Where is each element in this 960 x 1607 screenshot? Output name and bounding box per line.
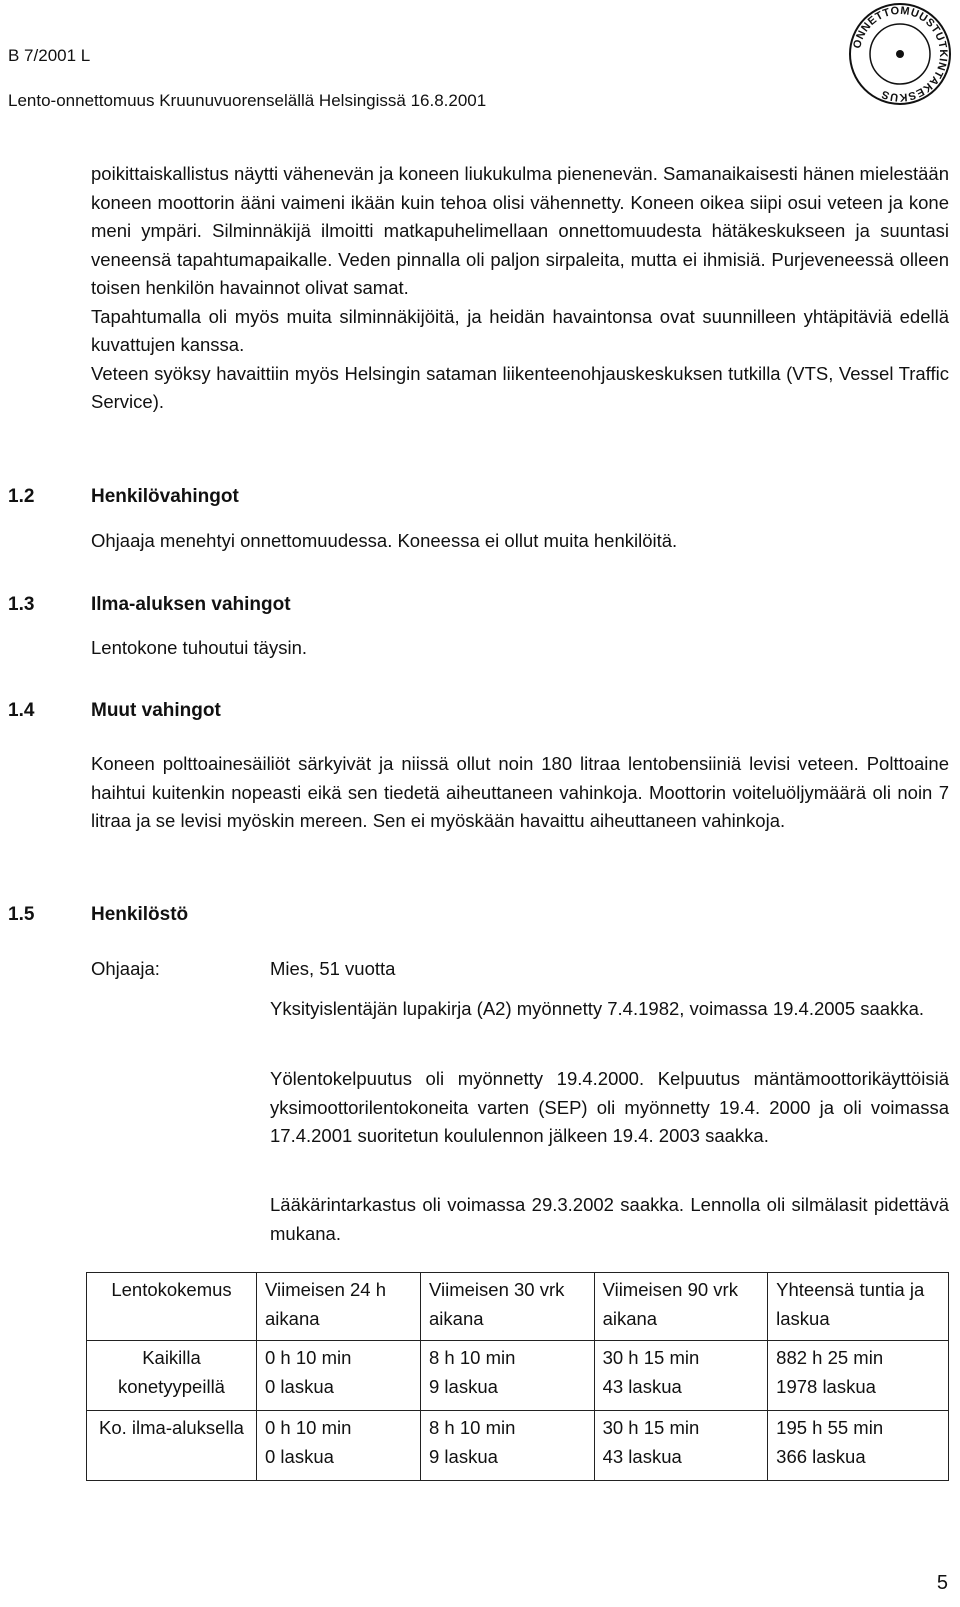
table-row (87, 1341, 949, 1411)
table-cell: 0 h 10 min 0 laskua (257, 1341, 421, 1411)
agency-seal-logo (848, 2, 952, 106)
row-label: Kaikilla konetyypeillä (87, 1341, 257, 1411)
table-cell: 30 h 15 min 43 laskua (594, 1341, 768, 1411)
intro-paragraph-3: Veteen syöksy havaittiin myös Helsingin sataman liikenteenohjauskeskuksen tutkilla (VTS, Vessel Traffic Service). (91, 362, 949, 412)
table-header-row (87, 1273, 949, 1341)
section-1-2-number: 1.2 (8, 486, 35, 507)
table-cell: 195 h 55 min 366 laskua (768, 1411, 949, 1481)
header-experience: Lentokokemus (87, 1273, 257, 1341)
table-cell: 882 h 25 min 1978 laskua (768, 1341, 949, 1411)
section-1-3-title: Ilma-aluksen vahingot (91, 594, 291, 615)
page-number: 5 (936, 1572, 948, 1594)
section-1-5-title: Henkilöstö (91, 904, 189, 925)
pilot-ratings: Yölentokelpuutus oli myönnetty 19.4.2000. Kelpuutus mäntämoottorikäyttöisiä yksimoottorilentokoneita varten (SEP) oli myönnetty 19.4. 2000 ja oli voimassa 17.4.2001 suoritetun koululennon jälkeen 19.4. 2003 saakka. (270, 1068, 949, 1146)
pilot-age: Mies, 51 vuotta (270, 958, 396, 979)
header-90d: Viimeisen 90 vrk aikana (594, 1273, 768, 1341)
section-1-2-title: Henkilövahingot (91, 486, 239, 507)
intro-text (91, 160, 949, 417)
row-label: Ko. ilma-aluksella (87, 1411, 257, 1481)
section-1-4-number: 1.4 (8, 700, 35, 721)
flight-experience-table (86, 1272, 949, 1481)
intro-paragraph-2: Tapahtumalla oli myös muita silminnäkijöitä, ja heidän havaintonsa ovat suunnilleen yhtäpitäviä edellä kuvattujen kanssa. (91, 305, 949, 355)
table-cell: 30 h 15 min 43 laskua (594, 1411, 768, 1481)
section-1-3-text: Lentokone tuhoutui täysin. (91, 637, 307, 658)
section-1-4-title: Muut vahingot (91, 700, 221, 721)
document-id: B 7/2001 L (8, 46, 91, 65)
pilot-label: Ohjaaja: (91, 958, 160, 979)
section-1-4-text: Koneen polttoainesäiliöt särkyivät ja niissä ollut noin 180 litraa lentobensiiniä levisi veteen. Polttoaine haihtui kuitenkin nopeasti eikä sen tiedetä aiheuttaneen vahinkoja. Moottorin voiteluöljymäärä oli noin 7 litraa ja se levisi myöskin mereen. Sen ei myöskään havaittu aiheuttaneen vahinkoja. (91, 753, 949, 831)
section-1-2-text: Ohjaaja menehtyi onnettomuudessa. Koneessa ei ollut muita henkilöitä. (91, 530, 678, 551)
header-24h: Viimeisen 24 h aikana (257, 1273, 421, 1341)
section-1-3-number: 1.3 (8, 594, 35, 615)
header-30d: Viimeisen 30 vrk aikana (421, 1273, 595, 1341)
svg-text:ONNETTOMUUSTUTKINTAKESKUS: ONNETTOMUUSTUTKINTAKESKUS (851, 4, 950, 104)
table-cell: 0 h 10 min 0 laskua (257, 1411, 421, 1481)
table-cell: 8 h 10 min 9 laskua (421, 1411, 595, 1481)
header-total: Yhteensä tuntia ja laskua (768, 1273, 949, 1341)
intro-paragraph-1: poikittaiskallistus näytti vähenevän ja koneen liukukulma pienenevän. Samanaikaisesti hänen mielestään koneen moottorin ääni vaimeni ikään kuin tehoa olisi vähennetty. Koneen oikea siipi osui veteen ja kone meni ympäri. Silminnäkijä ilmoitti matkapuhelimellaan onnettomuudesta hätäkeskukseen ja suuntasi veneensä tapahtumapaikalle. Veden pinnalla oli paljon sirpaleita, mutta ei ihmisiä. Purjeveneessä olleen toisen henkilön havainnot olivat samat. (91, 163, 949, 298)
table-cell: 8 h 10 min 9 laskua (421, 1341, 595, 1411)
pilot-license: Yksityislentäjän lupakirja (A2) myönnetty 7.4.1982, voimassa 19.4.2005 saakka. (270, 998, 925, 1019)
section-1-5-number: 1.5 (8, 904, 35, 925)
table-row (87, 1411, 949, 1481)
document-subtitle: Lento-onnettomuus Kruunuvuorenselällä Helsingissä 16.8.2001 (8, 91, 487, 110)
pilot-medical: Lääkärintarkastus oli voimassa 29.3.2002 saakka. Lennolla oli silmälasit pidettävä mukana. (270, 1194, 949, 1244)
